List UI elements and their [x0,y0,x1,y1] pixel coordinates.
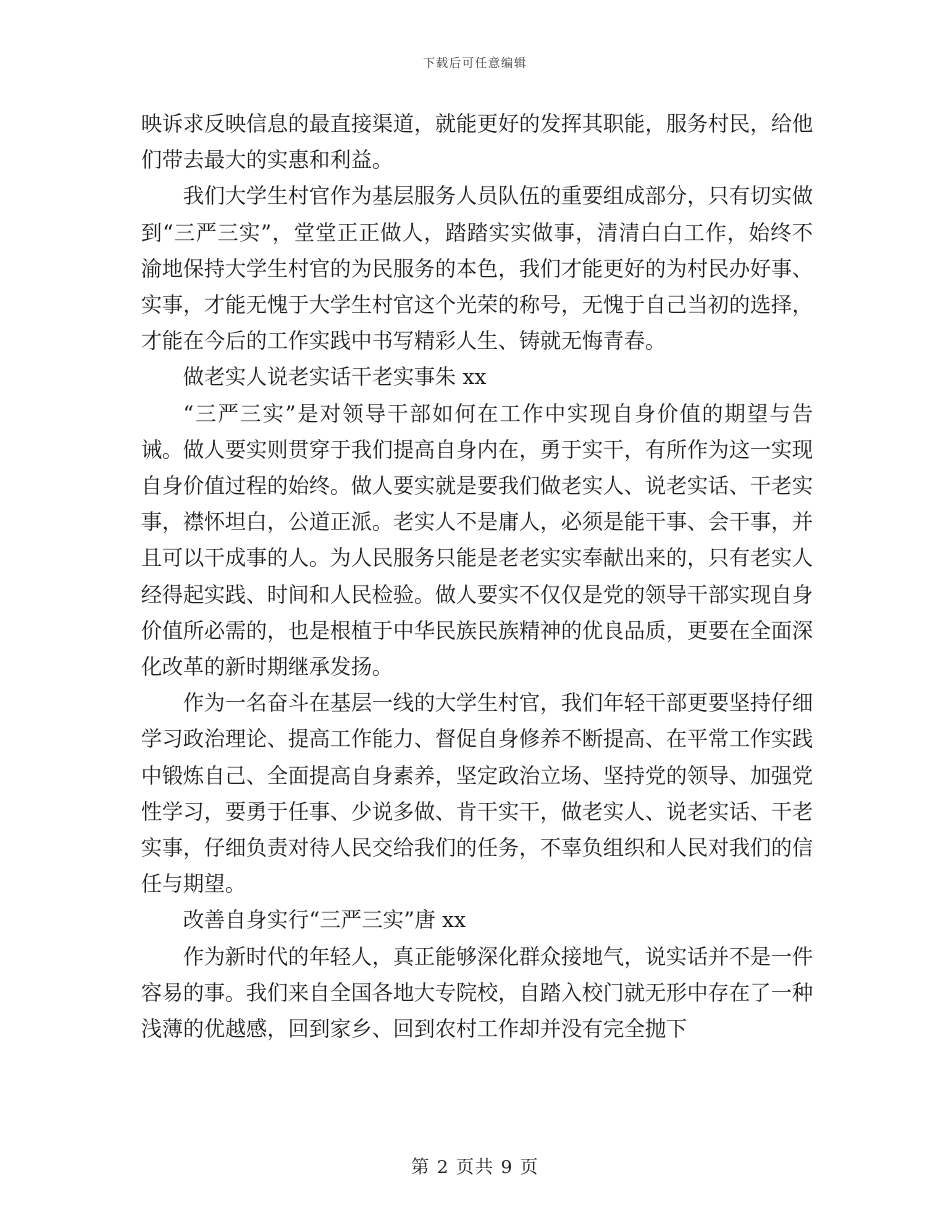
paragraph-continuation: 映诉求反映信息的最直接渠道，就能更好的发挥其职能，服务村民，给他们带去最大的实惠和利益。 [141,112,813,173]
paragraph-young-people: 作为新时代的年轻人，真正能够深化群众接地气，说实话并不是一件容易的事。我们来自全国各地大专院校，自踏入校门就无形中存在了一种浅薄的优越感，回到家乡、回到农村工作却并没有完全抛下 [141,944,813,1042]
page-number-footer: 第 2 页共 9 页 [411,1157,539,1178]
section-heading-tang: 改善自身实行“三严三实”唐 xx [183,908,466,933]
paragraph-three-stricts: “三严三实”是对领导干部如何在工作中实现自身价值的期望与告诫。做人要实则贯穿于我们提高自身内在，勇于实干，有所作为这一实现自身价值过程的始终。做人要实就是要我们做老实人、说老实话、干老实事，襟怀坦白，公道正派。老实人不是庸人，必须是能干事、会干事，并且可以干成事的人。为人民服务只能是老老实实奉献出来的，只有老实人经得起实践、时间和人民检验。做人要实不仅仅是党的领导干部实现自身价值所必需的，也是根植于中华民族民族精神的优良品质，更要在全面深化改革的新时期继承发扬。 [141,401,813,680]
paragraph-grassroots-officials: 作为一名奋斗在基层一线的大学生村官，我们年轻干部更要坚持仔细学习政治理论、提高工作能力、督促自身修养不断提高、在平常工作实践中锻炼自己、全面提高自身素养，坚定政治立场、坚持党的领导、加强党性学习，要勇于任事、少说多做、肯干实干，做老实人、说老实话、干老实事，仔细负责对待人民交给我们的任务，不辜负组织和人民对我们的信任与期望。 [141,691,813,897]
header-note: 下载后可任意编辑 [422,56,527,70]
section-heading-zhu: 做老实人说老实话干老实事朱 xx [183,365,487,390]
document-body [141,106,813,1047]
paragraph-village-officials: 我们大学生村官作为基层服务人员队伍的重要组成部分，只有切实做到“三严三实”，堂堂正正做人，踏踏实实做事，清清白白工作，始终不渝地保持大学生村官的为民服务的本色，我们才能更好的为村民办好事、实事，才能无愧于大学生村官这个光荣的称号，无愧于自己当初的选择，才能在今后的工作实践中书写精彩人生、铸就无悔青春。 [141,184,813,354]
